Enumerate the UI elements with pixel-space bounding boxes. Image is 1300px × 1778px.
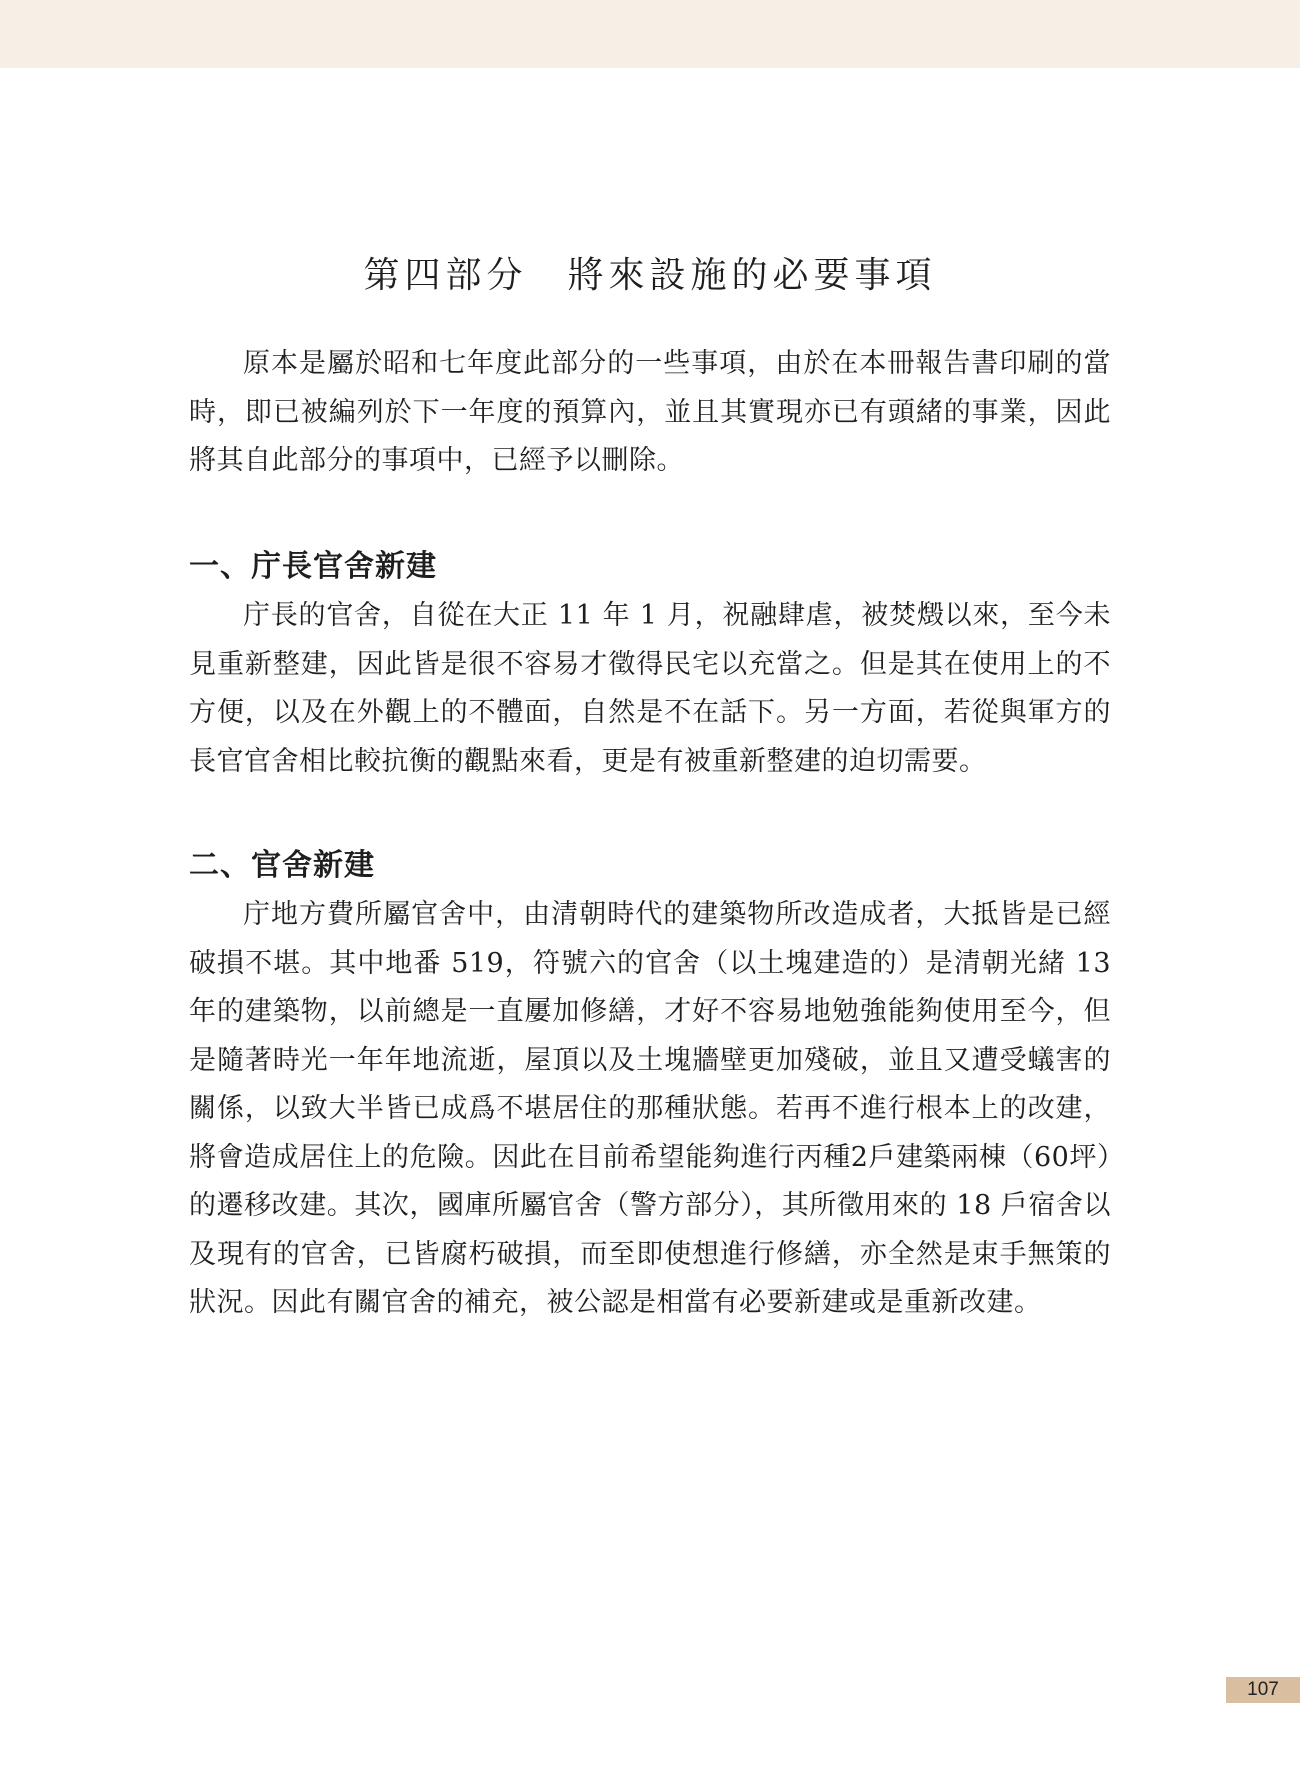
page-number: 107 [1226, 1677, 1300, 1703]
section-1-body: 庁長的官舍，自從在大正 11 年 1 月，祝融肆虐，被焚燬以來，至今未見重新整建，因此皆是很不容易才徵得民宅以充當之。但是其在使用上的不方便，以及在外觀上的不體面，自然是不在話下。另一方面，若從與軍方的長官官舍相比較抗衡的觀點來看，更是有被重新整建的迫切需要。 [189, 600, 1111, 777]
intro-paragraph: 原本是屬於昭和七年度此部分的一些事項，由於在本冊報告書印刷的當時，即已被編列於下一年度的預算內，並且其實現亦已有頭緒的事業，因此將其自此部分的事項中，已經予以刪除。 [189, 348, 1111, 476]
header-band [0, 0, 1300, 68]
part-label: 第四部分 [363, 255, 528, 297]
section-2-heading: 二、官舍新建 [189, 848, 375, 883]
title-text: 將來設施的必要事項 [567, 255, 937, 297]
section-1-heading: 一、庁長官舍新建 [189, 549, 437, 584]
page-title [0, 246, 1300, 306]
section-2-body: 庁地方費所屬官舍中，由清朝時代的建築物所改造成者，大抵皆是已經破損不堪。其中地番 519，符號六的官舍（以土塊建造的）是清朝光緒 13 年的建築物，以前總是一直屢加修繕，才好不容易地勉強能夠使用至今，但是隨著時光一年年地流逝，屋頂以及土塊牆壁更加殘破，並且又遭受蟻害的關係，以致大半皆已成爲不堪居住的那種狀態。若再不進行根本上的改建，將會造成居住上的危險。因此在目前希望能夠進行丙種2戶建築兩棟（60坪）的遷移改建。其次，國庫所屬官舍（警方部分），其所徵用來的 18 戶宿舍以及現有的官舍，已皆腐朽破損，而至即使想進行修繕，亦全然是束手無策的狀況。因此有關官舍的補充，被公認是相當有必要新建或是重新改建。 [189, 899, 1111, 1318]
